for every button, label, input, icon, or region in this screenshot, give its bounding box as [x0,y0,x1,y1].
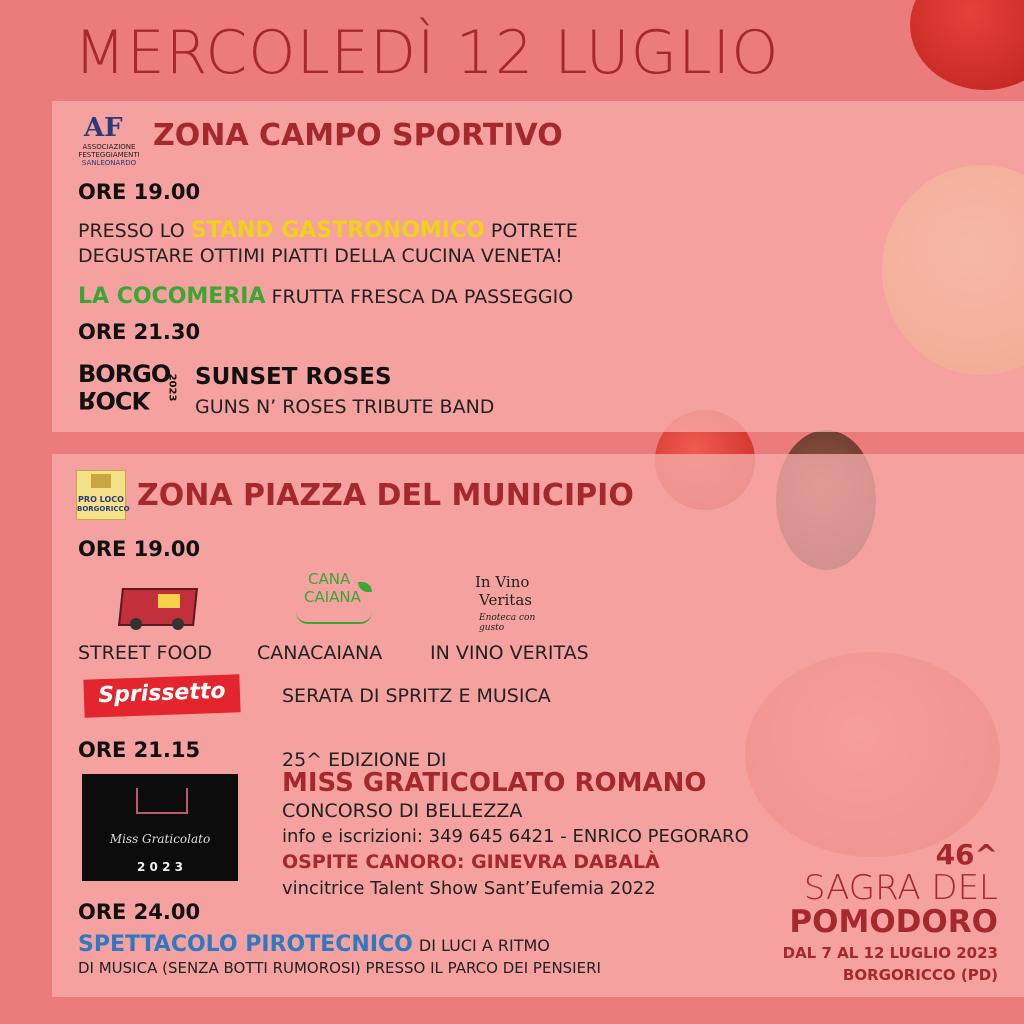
festeggiamenti-logo-text-1: ASSOCIAZIONE [82,143,136,151]
tomato-top-right-image [910,0,1024,90]
vendor-label-street-food: STREET FOOD [78,642,212,664]
zone2-time-3: ORE 24.00 [78,900,201,924]
cocomeria-desc: FRUTTA FRESCA DA PASSEGGIO [271,286,574,308]
miss-edition: 25^ EDIZIONE DI [282,749,447,771]
zone1-title: ZONA CAMPO SPORTIVO [153,118,563,153]
sagra-place: BORGORICCO (PD) [842,966,998,984]
borgo-logo-top: BORGO [78,360,171,388]
festeggiamenti-logo-text-2: FESTEGGIAMENTI [78,151,140,159]
borgo-logo-bottom: ROCK [78,386,150,414]
sprissetto-desc: SERATA DI SPRITZ E MUSICA [282,685,551,707]
fireworks-desc-1: DI LUCI A RITMO [418,936,550,955]
cocomeria-title: LA COCOMERIA [78,284,266,309]
guest-desc: vincitrice Talent Show Sant’Eufemia 2022 [282,878,656,899]
truck-window [158,594,180,608]
stand-gastronomico-highlight: STAND GASTRONOMICO [190,218,485,243]
borgo-rock-logo [78,360,188,420]
af-monogram-icon: AF [84,113,123,143]
truck-wheel-right [172,618,184,630]
fireworks-desc-2: DI MUSICA (SENZA BOTTI RUMOROSI) PRESSO IL PARCO DEI PENSIERI [78,959,601,977]
band-desc: GUNS N’ ROSES TRIBUTE BAND [195,396,495,418]
festeggiamenti-logo-text-3: SANLEONARDO [81,159,137,167]
invino-logo-text-1: In Vino [475,573,530,591]
invino-logo-text-2: Veritas [479,591,532,609]
sagra-line-2: POMODORO [789,904,998,940]
fireworks-title: SPETTACOLO PIROTECNICO [78,932,413,957]
zone1-stand-line-2: DEGUSTARE OTTIMI PIATTI DELLA CUCINA VENETA! [78,245,563,267]
stand-text-pre: PRESSO LO [78,220,185,242]
stand-text-post: POTRETE [490,220,578,242]
food-truck-icon [120,580,200,630]
sagra-line-1: SAGRA DEL [803,868,998,908]
castle-icon [91,474,111,488]
miss-graticolato-logo [82,774,238,881]
canacaiana-logo-text-1: CANA [308,570,351,588]
miss-logo-script: Miss Graticolato [109,832,211,846]
zone2-time-2: ORE 21.15 [78,738,201,762]
fireworks-line [78,930,550,960]
zone1-time-2: ORE 21.30 [78,320,201,344]
festeggiamenti-logo [76,113,142,169]
canacaiana-logo-text-2: CAIANA [304,588,361,606]
cocomeria-line [78,282,573,312]
borgo-logo-year: 2023 [166,373,178,402]
canacaiana-swoosh [296,612,372,624]
sprissetto-logo [83,674,240,717]
zone2-time-1: ORE 19.00 [78,537,201,561]
zone2-title: ZONA PIAZZA DEL MUNICIPIO [137,478,634,513]
page-title: MERCOLEDÌ 12 LUGLIO [74,18,780,88]
sagra-edition: 46^ [935,838,998,871]
sagra-dates: DAL 7 AL 12 LUGLIO 2023 [782,944,998,962]
truck-wheel-left [130,618,142,630]
proloco-text-2: BORGORICCO [77,505,130,513]
miss-subtitle: CONCORSO DI BELLEZZA [282,800,523,822]
canacaiana-logo [290,568,380,634]
proloco-text-1: PRO LOCO [78,495,124,504]
invino-logo-text-3: Enoteca con gusto [479,613,536,633]
sprissetto-logo-text: Sprissetto [97,678,226,709]
zone1-time-1: ORE 19.00 [78,180,201,204]
proloco-logo [76,470,130,520]
miss-title: MISS GRATICOLATO ROMANO [282,768,707,798]
in-vino-veritas-logo [475,573,555,633]
miss-logo-year: 2 0 2 3 [137,860,183,874]
crown-icon [136,788,188,814]
band-name: SUNSET ROSES [195,364,392,390]
zone1-stand-line [78,216,578,246]
vendor-label-canacaiana: CANACAIANA [257,642,383,664]
guest-title: OSPITE CANORO: GINEVRA DABALÀ [282,851,660,873]
miss-info: info e iscrizioni: 349 645 6421 - ENRICO PEGORARO [282,826,749,847]
vendor-label-in-vino-veritas: IN VINO VERITAS [430,642,589,664]
